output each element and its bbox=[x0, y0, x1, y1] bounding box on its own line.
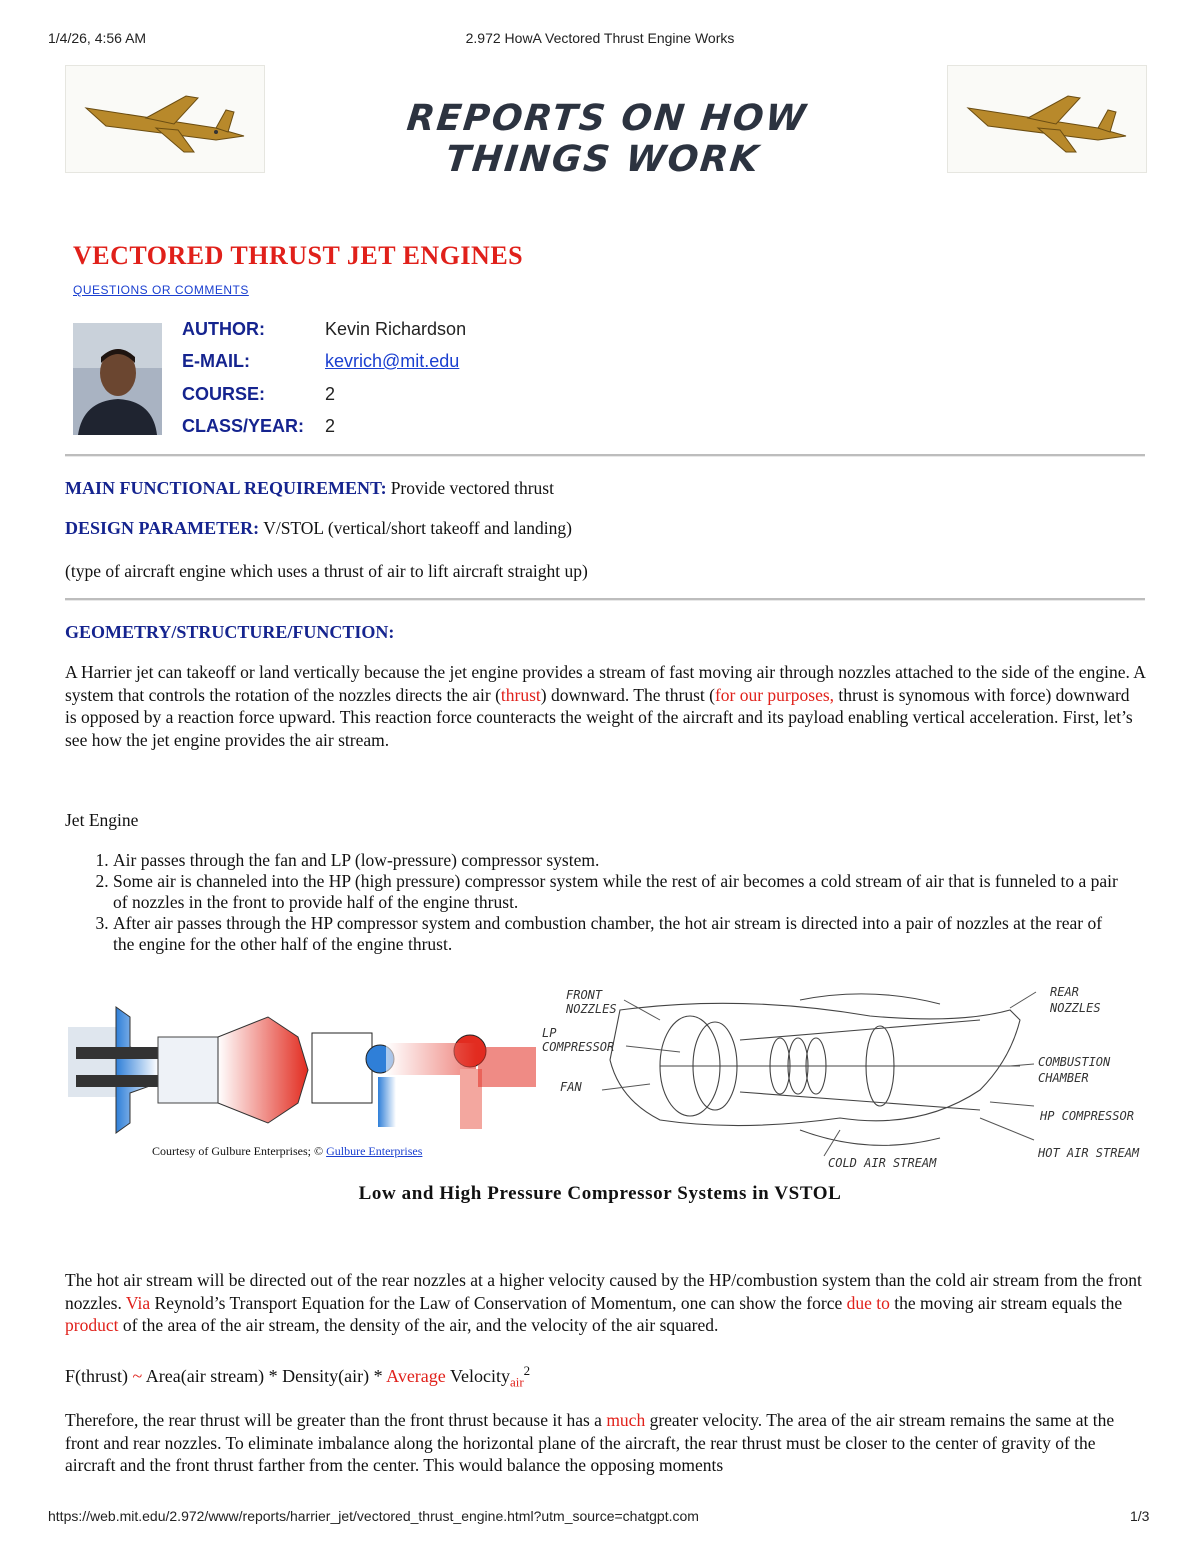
figure-credit: Courtesy of Gulbure Enterprises; © Gulbure Enterprises bbox=[152, 1144, 423, 1158]
engine-color-diagram bbox=[68, 997, 536, 1143]
conclusion-paragraph: Therefore, the rear thrust will be greater than the front thrust because it has a much greater velocity. The area of the air stream remains the same at the front and rear nozzles. To eliminate imbalance along the horizontal plane of the aircraft, the rear thrust must be closer to the center of gravity of the aircraft and the front thrust farther from the center. This would balance the opposing moments bbox=[65, 1410, 1115, 1475]
mfr-value: Provide vectored thrust bbox=[390, 478, 554, 498]
dp-label: DESIGN PARAMETER: bbox=[65, 518, 260, 538]
author-photo bbox=[73, 323, 162, 435]
label-rear-nozzles: REAR NOZZLES bbox=[1050, 985, 1101, 1015]
geometry-heading: GEOMETRY/STRUCTURE/FUNCTION: bbox=[65, 622, 395, 642]
list-item: 3. After air passes through the HP compressor system and combustion chamber, the hot air stream is directed into a pair of nozzles at the rear of the engine for the other half of the engine thrust. bbox=[113, 913, 1125, 955]
jet-engine-steps bbox=[65, 850, 1125, 955]
course-label: COURSE: bbox=[182, 384, 266, 404]
classyear-label: CLASS/YEAR: bbox=[182, 416, 305, 436]
list-item: 2. Some air is channeled into the HP (high pressure) compressor system while the rest of air becomes a cold stream of air that is funneled to a pair of nozzles in the front to provide half of the engine thrust. bbox=[113, 871, 1125, 913]
geometry-paragraph: A Harrier jet can takeoff or land vertically because the jet engine provides a stream of fast moving air through nozzles attached to the side of the engine. A system that controls the rotation of the nozzles directs the air (thrust) downward. The thrust (for our purposes, thrust is synomous with force) downward is opposed by a reaction force upward. This reaction force counteracts the weight of the aircraft and its payload enabling vertical acceleration. First, let’s see how the jet engine provides the air stream. bbox=[65, 662, 1145, 750]
credit-link[interactable]: Gulbure Enterprises bbox=[326, 1144, 423, 1158]
label-fan: FAN bbox=[560, 1080, 582, 1094]
left-banner-image bbox=[65, 65, 265, 173]
print-url: https://web.mit.edu/2.972/www/reports/harrier_jet/vectored_thrust_engine.html?utm_source=chatgpt.com bbox=[48, 1508, 699, 1524]
design-parameter bbox=[65, 518, 572, 539]
email-label: E-MAIL: bbox=[182, 351, 250, 371]
page-title: VECTORED THRUST JET ENGINES bbox=[73, 241, 524, 270]
label-hot-air-stream: HOT AIR STREAM bbox=[1038, 1146, 1140, 1160]
divider bbox=[65, 598, 1145, 601]
label-combustion-chamber: COMBUSTION CHAMBER bbox=[1038, 1055, 1111, 1085]
dp-note: (type of aircraft engine which uses a thrust of air to lift aircraft straight up) bbox=[65, 561, 588, 581]
engine-diagram-graphic bbox=[68, 997, 536, 1143]
label-front-nozzles: FRONT NOZZLES bbox=[566, 988, 617, 1016]
print-page-title: 2.972 HowA Vectored Thrust Engine Works bbox=[465, 30, 735, 46]
harrier-jet-icon bbox=[948, 66, 1146, 172]
thrust-equation: F(thrust) ~ Area(air stream) * Density(air) * Average Velocity$_{air}^2$ bbox=[65, 1363, 531, 1390]
classyear-value: 2 bbox=[325, 416, 336, 436]
dp-value: V/STOL (vertical/short takeoff and landing) bbox=[263, 518, 572, 538]
list-item: 1. Air passes through the fan and LP (low-pressure) compressor system. bbox=[113, 850, 1125, 871]
author-value: Kevin Richardson bbox=[325, 319, 467, 339]
label-lp-compressor: LP COMPRESSOR bbox=[542, 1026, 615, 1054]
avatar bbox=[73, 323, 162, 435]
author-label: AUTHOR: bbox=[182, 319, 265, 339]
main-functional-requirement bbox=[65, 478, 554, 499]
mfr-label: MAIN FUNCTIONAL REQUIREMENT: bbox=[65, 478, 387, 498]
label-hp-compressor: HP COMPRESSOR bbox=[1040, 1109, 1134, 1123]
figure-caption: Low and High Pressure Compressor Systems in VSTOL bbox=[358, 1183, 842, 1204]
email-link[interactable]: kevrich@mit.edu bbox=[325, 351, 460, 371]
banner-title: REPORTS ON HOW THINGS WORK bbox=[404, 98, 810, 180]
questions-comments-link[interactable]: QUESTIONS OR COMMENTS bbox=[73, 283, 249, 297]
analysis-paragraph: The hot air stream will be directed out of the rear nozzles at a higher velocity caused by the HP/combustion system than the cold air stream from the front nozzles. Via Reynold’s Transport Equation for the Law of Conservation of Momentum, one can show the force due to the moving air stream equals the product of the area of the air stream, the density of the air, and the velocity of the air squared. bbox=[65, 1270, 1142, 1335]
print-page-number: 1/3 bbox=[1130, 1508, 1150, 1524]
harrier-jet-icon bbox=[66, 66, 264, 172]
right-banner-image bbox=[947, 65, 1147, 173]
divider bbox=[65, 454, 1145, 457]
jet-engine-heading: Jet Engine bbox=[65, 810, 139, 830]
label-cold-air-stream: COLD AIR STREAM bbox=[828, 1156, 937, 1170]
course-value: 2 bbox=[325, 384, 336, 404]
print-datetime: 1/4/26, 4:56 AM bbox=[48, 30, 147, 46]
